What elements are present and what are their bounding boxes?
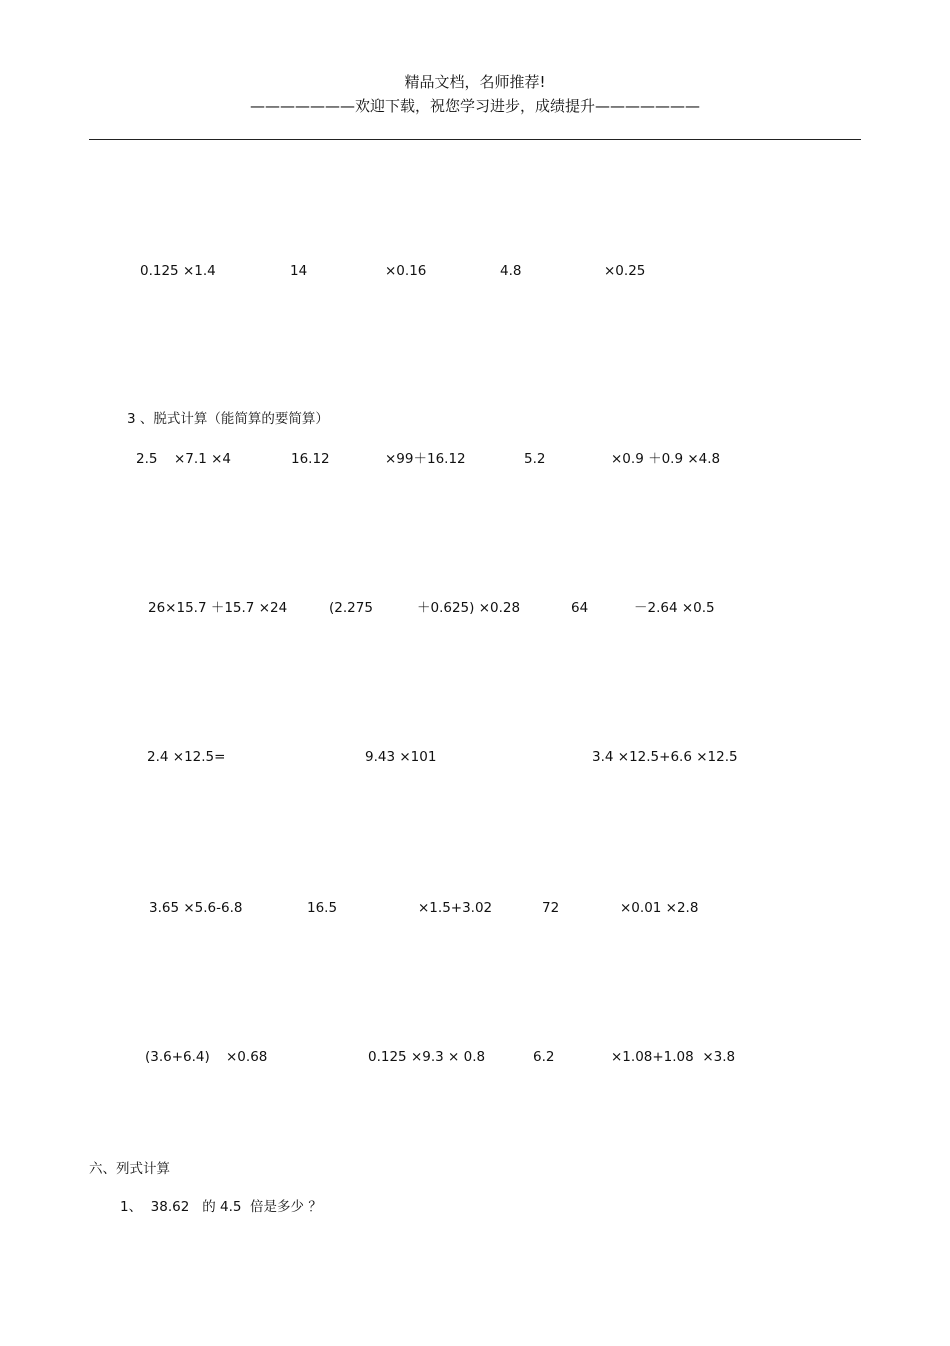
expr-6-2: 6.2 <box>533 1049 555 1065</box>
expr-3-6-plus-6-4: (3.6+6.4) <box>145 1049 210 1065</box>
expr-2-4-times-12-5: 2.4 ×12.5= <box>147 749 226 765</box>
expr-5-2: 5.2 <box>524 451 546 467</box>
header-divider <box>89 139 861 140</box>
expr-0-125-times-1-4: 0.125 ×1.4 <box>140 263 216 279</box>
section-6-heading: 六、列式计算 <box>89 1161 170 1177</box>
expr-2-5: 2.5 <box>136 451 158 467</box>
question-1: 1、 38.62 的 4.5 倍是多少 ？ <box>120 1199 322 1215</box>
expr-times-0-25: ×0.25 <box>604 263 646 279</box>
expr-times-1-08-plus-1-08-times-3-8: ×1.08+1.08 ×3.8 <box>611 1049 736 1065</box>
section-3-heading: 3 、脱式计算（能简算的要简算） <box>127 411 329 427</box>
expr-3-65-times-5-6-minus-6-8: 3.65 ×5.6-6.8 <box>149 900 243 916</box>
expr-times-1-5-plus-3-02: ×1.5+3.02 <box>418 900 493 916</box>
expr-14: 14 <box>290 263 308 279</box>
page-header-title: 精品文档，名师推荐! <box>404 73 546 91</box>
expr-times-0-16: ×0.16 <box>385 263 427 279</box>
expr-open-2-275: (2.275 <box>329 600 373 616</box>
expr-9-43-times-101: 9.43 ×101 <box>365 749 437 765</box>
expr-3-4-times-12-5-plus-6-6-times-12-5: 3.4 ×12.5+6.6 ×12.5 <box>592 749 738 765</box>
expr-64: 64 <box>571 600 589 616</box>
expr-4-8: 4.8 <box>500 263 522 279</box>
expr-0-125-times-9-3-times-0-8: 0.125 ×9.3 × 0.8 <box>368 1049 486 1065</box>
expr-times-0-9-plus-0-9-times-4-8: ×0.9 ＋0.9 ×4.8 <box>611 451 721 467</box>
expr-16-12: 16.12 <box>291 451 330 467</box>
expr-times-7-1-times-4: ×7.1 ×4 <box>174 451 231 467</box>
expr-26-times-15-7-plus-15-7-times-24: 26×15.7 ＋15.7 ×24 <box>148 600 288 616</box>
expr-16-5: 16.5 <box>307 900 338 916</box>
expr-72: 72 <box>542 900 560 916</box>
page-header-subtitle: ———————欢迎下载，祝您学习进步，成绩提升——————— <box>249 97 700 115</box>
expr-times-0-68: ×0.68 <box>226 1049 268 1065</box>
expr-minus-2-64-times-0-5: －2.64 ×0.5 <box>634 600 715 616</box>
expr-plus-0-625-times-0-28: ＋0.625) ×0.28 <box>417 600 521 616</box>
expr-times-99-plus-16-12: ×99＋16.12 <box>385 451 466 467</box>
expr-times-0-01-times-2-8: ×0.01 ×2.8 <box>620 900 699 916</box>
